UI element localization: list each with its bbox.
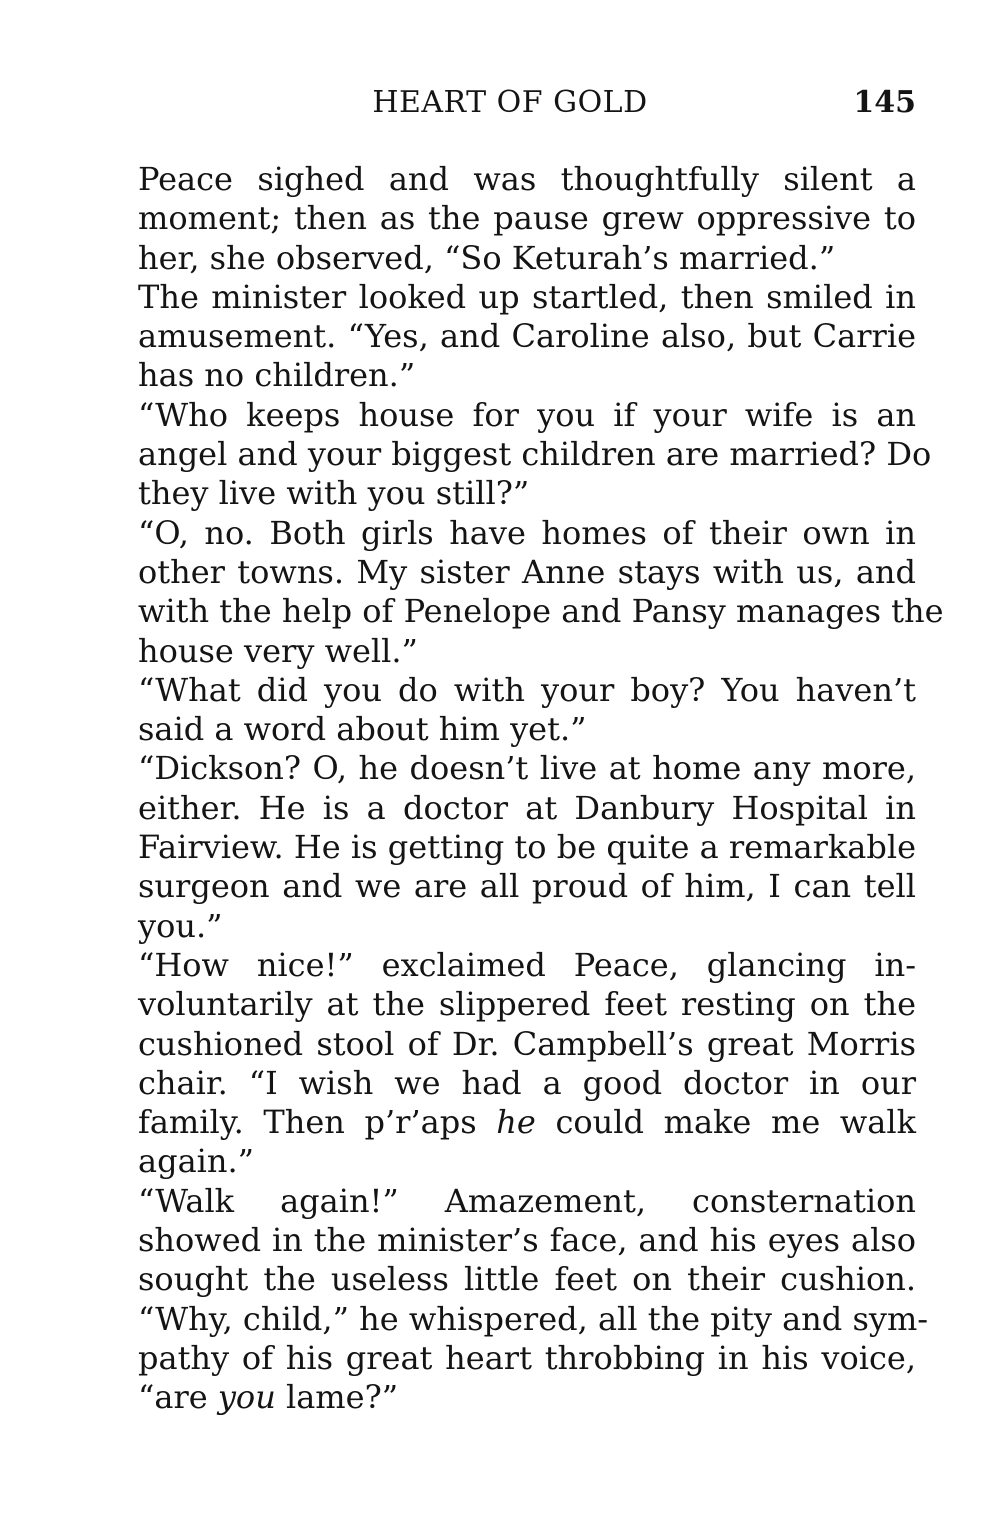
text-run: lame?” — [275, 1378, 399, 1417]
page-header — [104, 78, 916, 128]
text-line: “How nice!” exclaimed Peace, glancing in- — [138, 945, 916, 984]
paragraph — [104, 749, 916, 945]
text-line: “O, no. Both girls have homes of their own in — [138, 513, 916, 552]
text-line: again.” — [138, 1142, 255, 1181]
italic-word: he — [496, 1103, 536, 1142]
text-line: house very well.” — [138, 631, 418, 670]
paragraph — [104, 946, 916, 1182]
text-line: has no children.” — [138, 356, 416, 395]
text-line — [104, 1103, 916, 1142]
text-line: other towns. My sister Anne stays with us, and — [138, 552, 916, 591]
text-line: Fairview. He is getting to be quite a remarkable — [138, 828, 916, 867]
text-line: “Who keeps house for you if your wife is an — [138, 395, 916, 434]
italic-word: you — [217, 1378, 276, 1417]
text-run: “are — [138, 1378, 218, 1417]
text-line: Peace sighed and was thoughtfully silent a — [138, 160, 916, 198]
text-line: voluntarily at the slippered feet resting on the — [138, 985, 916, 1024]
text-line: cushioned stool of Dr. Campbell’s great Morris — [138, 1024, 916, 1063]
paragraph — [104, 1181, 929, 1418]
text-line: pathy of his great heart throbbing in his voice, — [138, 1338, 916, 1377]
text-line: her, she observed, “So Keturah’s married.” — [138, 238, 836, 277]
text-line: surgeon and we are all proud of him, I can tell — [138, 867, 916, 906]
text-line: showed in the minister’s face, and his eyes also — [138, 1221, 916, 1260]
text-line: “What did you do with your boy? You haven’t — [138, 670, 916, 709]
text-line: chair. “I wish we had a good doctor in our — [138, 1063, 916, 1102]
paragraph — [104, 278, 916, 396]
paragraph — [104, 513, 944, 671]
paragraph — [104, 160, 916, 278]
text-line: The minister looked up startled, then smiled in — [138, 277, 916, 316]
body-text — [104, 160, 944, 1418]
text-line: amusement. “Yes, and Caroline also, but Carrie — [138, 317, 916, 356]
text-line: moment; then as the pause grew oppressive to — [138, 199, 916, 238]
text-line: sought the useless little feet on their cushion. — [138, 1260, 916, 1299]
text-line: with the help of Penelope and Pansy manages the — [138, 592, 944, 631]
text-line — [104, 1378, 916, 1417]
text-line: they live with you still?” — [138, 474, 530, 513]
text-line: said a word about him yet.” — [138, 710, 587, 749]
running-title: HEART OF GOLD — [372, 85, 648, 120]
paragraph — [104, 395, 932, 514]
text-line: you.” — [138, 906, 223, 945]
text-line: “Why, child,” he whispered, all the pity and sym- — [138, 1299, 929, 1338]
page-number: 145 — [853, 85, 916, 120]
text-run: family. Then p’r’aps — [138, 1103, 497, 1142]
text-line: “Walk again!” Amazement, consternation — [138, 1181, 916, 1220]
text-line: “Dickson? O, he doesn’t live at home any more, — [138, 749, 916, 788]
text-run: could make me walk — [535, 1103, 917, 1142]
text-line: angel and your biggest children are married? Do — [138, 435, 932, 474]
paragraph — [104, 671, 916, 750]
text-line: either. He is a doctor at Danbury Hospital in — [138, 788, 916, 827]
